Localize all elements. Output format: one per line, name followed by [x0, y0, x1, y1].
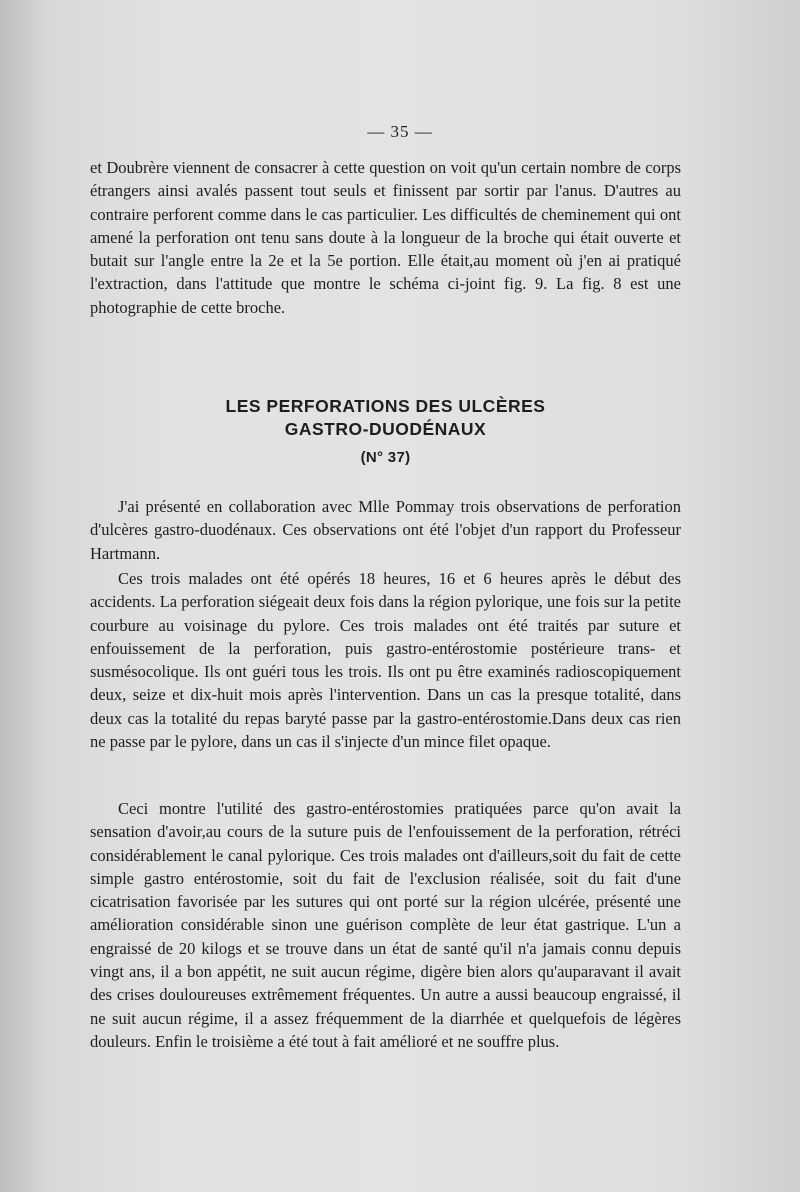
- paragraph-presentation: J'ai présenté en collaboration avec Mlle Pommay trois observations de perforation d'ulcères gastro-duodénaux. Ces observations ont été l'objet d'un rapport du Professeur Hartmann.: [90, 497, 681, 563]
- page-number: — 35 —: [367, 122, 433, 141]
- paragraph-conclusion: Ceci montre l'utilité des gastro-entérostomies pratiquées parce qu'on avait la sensation d'avoir,au cours de la suture puis de l'enfouissement de la perforation, rétréci considérablement le canal pylorique. Ces trois malades ont d'ailleurs,soit du fait de cette simple gastro entérostomie, soit du fait de l'exclusion réalisée, soit du fait d'une cicatrisation favorisée par les sutures qui ont porté sur la région ulcérée, présenté une amélioration considérable sinon une guérison complète de leur état gastrique. L'un a engraissé de 20 kilogs et se trouve dans un état de santé qu'il n'a jamais connu depuis vingt ans, il a bon appétit, ne suit aucun régime, digère bien alors qu'auparavant il avait des crises douloureuses extrêmement fréquentes. Un autre a aussi beaucoup engraissé, il ne suit aucun régime, il a assez fréquemment de la diarrhée et quelquefois de légères douleurs. Enfin le troisième a été tout à fait amélioré et ne souffre plus.: [90, 799, 681, 1051]
- paragraph-foreign-body-continuation: et Doubrère viennent de consacrer à cette question on voit qu'un certain nombre de corps étrangers ainsi avalés passent tout seuls et finissent par sortir par l'anus. D'autres au contraire perforent comme dans le cas particulier. Les difficultés de cheminement qui ont amené la perforation ont tenu sans doute à la longueur de la broche qui était ouverte et butait sur l'angle entre la 2e et la 5e portion. Elle était,au moment où j'en ai pratiqué l'extraction, dans l'attitude que montre le schéma ci-joint fig. 9. La fig. 8 est une photographie de cette broche.: [90, 158, 681, 317]
- paragraph-operations: Ces trois malades ont été opérés 18 heures, 16 et 6 heures après le début des accidents. La perforation siégeait deux fois dans la région pylorique, une fois sur la petite courbure au voisinage du pylore. Ces trois malades ont été traités par suture et enfouissement de la perforation, puis gastro-entérostomie postérieure trans- et susmésocolique. Ils ont guéri tous les trois. Ils ont pu être examinés radioscopiquement deux, seize et dix-huit mois après l'intervention. Dans un cas la presque totalité, dans deux cas la totalité du repas baryté passe par la gastro-entérostomie.Dans deux cas rien ne passe par le pylore, dans un cas il s'injecte d'un mince filet opaque.: [90, 569, 681, 752]
- section-heading-line-2: GASTRO-DUODÉNAUX: [284, 419, 487, 439]
- section-number: (N° 37): [360, 449, 411, 466]
- section-heading-line-1: LES PERFORATIONS DES ULCÈRES: [225, 396, 546, 416]
